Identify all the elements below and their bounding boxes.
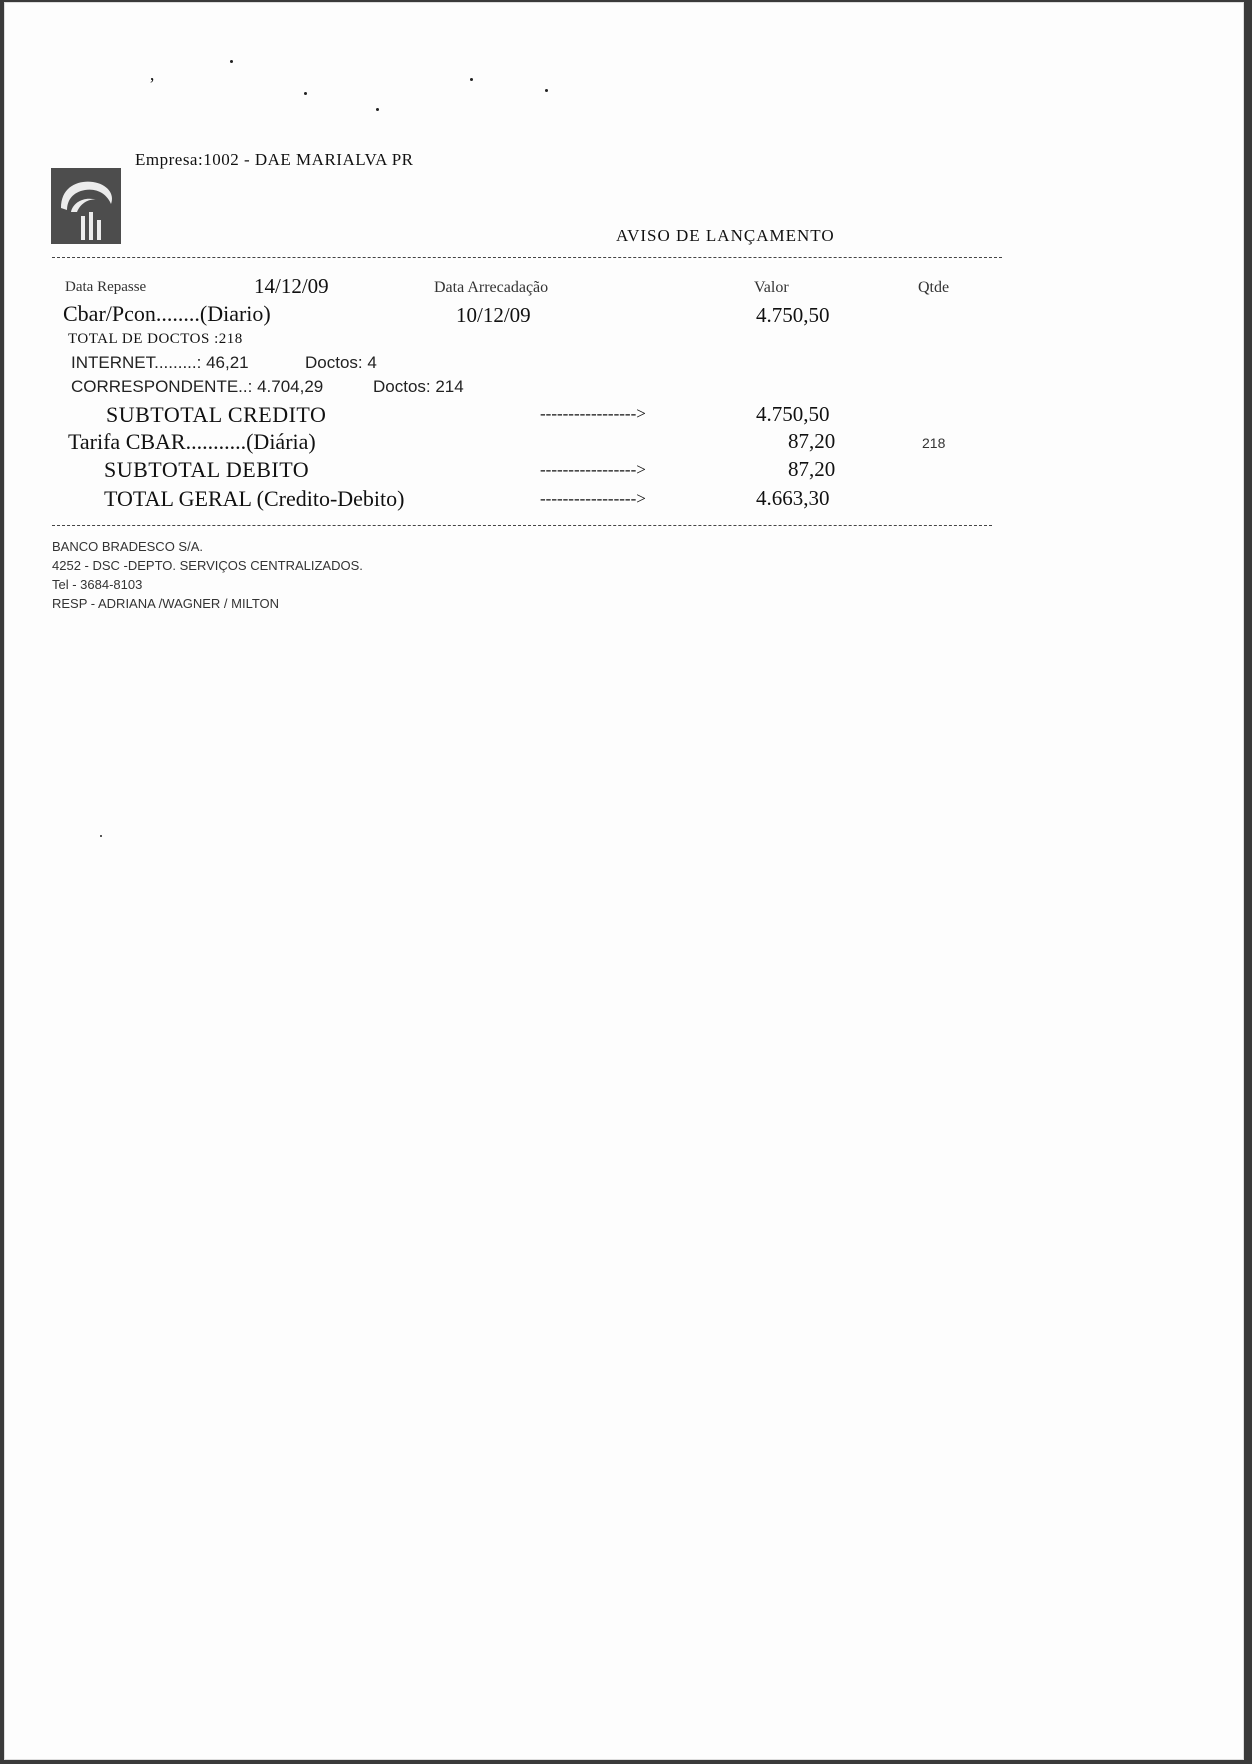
footer-tel: Tel - 3684-8103 (52, 577, 143, 592)
speck-mark: ʼ (149, 74, 155, 94)
valor-header: Valor (754, 279, 789, 296)
subtotal-debito-label: SUBTOTAL DEBITO (104, 457, 310, 482)
total-geral-arrow: -----------------> (540, 489, 646, 508)
internet-doctos: Doctos: 4 (305, 353, 377, 372)
internet-line: INTERNET.........: 46,21 (71, 353, 249, 372)
document-page (4, 2, 1244, 1760)
empresa-label: Empresa:1002 - DAE MARIALVA PR (135, 150, 414, 169)
total-geral-label: TOTAL GERAL (Credito-Debito) (104, 486, 405, 511)
top-divider (52, 257, 1002, 258)
footer-resp: RESP - ADRIANA /WAGNER / MILTON (52, 596, 280, 611)
data-repasse-label: Data Repasse (65, 279, 147, 295)
subtotal-debito-arrow: -----------------> (540, 460, 646, 479)
cbar-date: 10/12/09 (456, 303, 531, 327)
bradesco-logo-icon (51, 168, 121, 244)
data-repasse-value: 14/12/09 (254, 274, 329, 298)
footer-bank: BANCO BRADESCO S/A. (52, 539, 203, 554)
total-doctos: TOTAL DE DOCTOS :218 (68, 331, 243, 347)
cbar-label: Cbar/Pcon........(Diario) (63, 301, 271, 326)
speck (470, 78, 473, 81)
tarifa-qtde: 218 (922, 435, 946, 451)
total-geral-valor: 4.663,30 (756, 486, 830, 510)
correspondente-doctos: Doctos: 214 (373, 377, 464, 396)
correspondente-line: CORRESPONDENTE..: 4.704,29 (71, 377, 324, 396)
tarifa-valor: 87,20 (788, 429, 836, 453)
footer-dept: 4252 - DSC -DEPTO. SERVIÇOS CENTRALIZADOS. (52, 558, 363, 573)
subtotal-debito-valor: 87,20 (788, 457, 836, 481)
subtotal-credito-label: SUBTOTAL CREDITO (106, 402, 327, 427)
subtotal-credito-valor: 4.750,50 (756, 402, 830, 426)
speck (545, 89, 548, 92)
data-arrecadacao-label: Data Arrecadação (434, 279, 549, 296)
speck (376, 108, 379, 111)
document-title: AVISO DE LANÇAMENTO (616, 226, 835, 245)
qtde-header: Qtde (918, 279, 950, 296)
tarifa-label: Tarifa CBAR...........(Diária) (68, 429, 316, 454)
bottom-divider (52, 525, 992, 526)
speck (100, 835, 102, 837)
subtotal-credito-arrow: -----------------> (540, 404, 646, 423)
cbar-valor: 4.750,50 (756, 303, 830, 327)
speck (304, 92, 307, 95)
speck (230, 60, 233, 63)
